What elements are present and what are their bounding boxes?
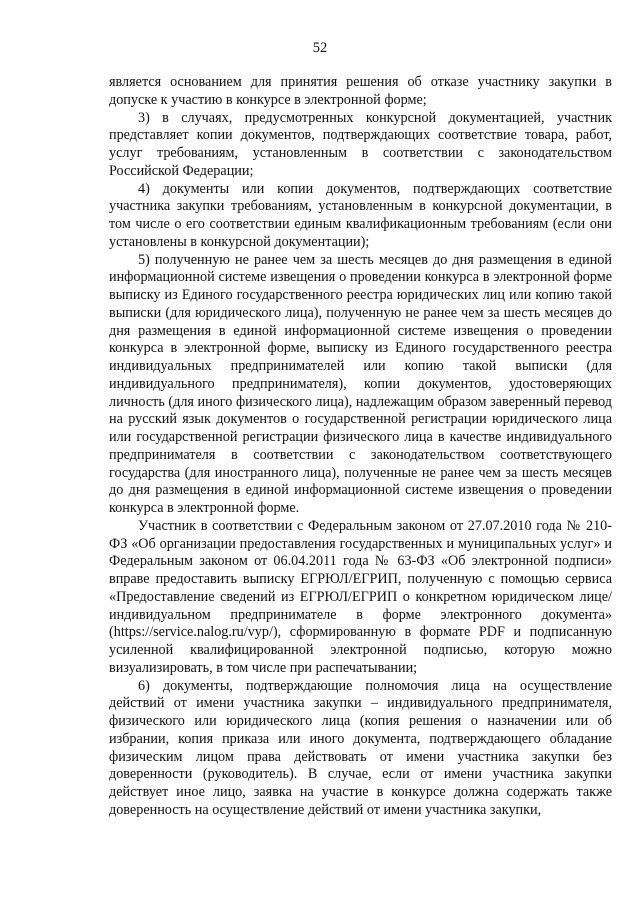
paragraph-participant-note: Участник в соответствии с Федеральным законом от 27.07.2010 года № 210-ФЗ «Об организации предоставления государственных и муниципальных услуг» и Федеральным законом от 06.04.2011 года № 63-ФЗ «Об электронной подписи» вправе предоставить выписку ЕГРЮЛ/ЕГРИП, полученную с помощью сервиса «Предоставление сведений из ЕГРЮЛ/ЕГРИП о конкретном юридическом лице/индивидуальном предпринимателе в форме электронного документа» (https://service.nalog.ru/vyp/), сформированную в формате PDF и подписанную усиленной квалифицированной электронной подписью, которую можно визуализировать, в том числе при распечатывании; — [109, 517, 612, 676]
paragraph-item-5: 5) полученную не ранее чем за шесть месяцев до дня размещения в единой информационной системе извещения о проведении конкурса в электронной форме выписку из Единого государственного реестра юридических лиц или копию такой выписки (для юридического лица), полученную не ранее чем за шесть месяцев до дня размещения в единой информационной системе извещения о проведении конкурса в электронной форме, выписку из Единого государственного реестра индивидуальных предпринимателей или копию такой выписки (для индивидуального предпринимателя), копии документов, удостоверяющих личность (для иного физического лица), надлежащим образом заверенный перевод на русский язык документов о государственной регистрации юридического лица или государственной регистрации физического лица в качестве индивидуального предпринимателя в соответствии с законодательством соответствующего государства (для иностранного лица), полученные не ранее чем за шесть месяцев до дня размещения в единой информационной системе извещения о проведении конкурса в электронной форме. — [109, 251, 612, 516]
paragraph-item-6: 6) документы, подтверждающие полномочия лица на осуществление действий от имени участника закупки – индивидуального предпринимателя, физического или юридического лица (копия решения о назначении или об избрании, копия приказа или иного документа, подтверждающего обладание физическим лицом права действовать от имени участника закупки без доверенности (руководитель). В случае, если от имени участника закупки действует иное лицо, заявка на участие в конкурсе должна содержать также доверенность на осуществление действий от имени участника закупки, — [109, 677, 612, 818]
page-number: 52 — [312, 40, 328, 56]
paragraph-continuation: является основанием для принятия решения об отказе участнику закупки в допуске к участию в конкурсе в электронной форме; — [109, 74, 612, 108]
paragraph-item-3: 3) в случаях, предусмотренных конкурсной документацией, участник представляет копии документов, подтверждающих соответствие товара, работ, услуг требованиям, установленным в соответствии с законодательством Российской Федерации; — [109, 109, 612, 179]
page-body — [109, 74, 612, 820]
paragraph-item-4: 4) документы или копии документов, подтверждающих соответствие участника закупки требованиям, установленным в конкурсной документации, в том числе о его соответствии единым квалификационным требованиям (если они установлены в конкурсной документации); — [109, 180, 612, 250]
